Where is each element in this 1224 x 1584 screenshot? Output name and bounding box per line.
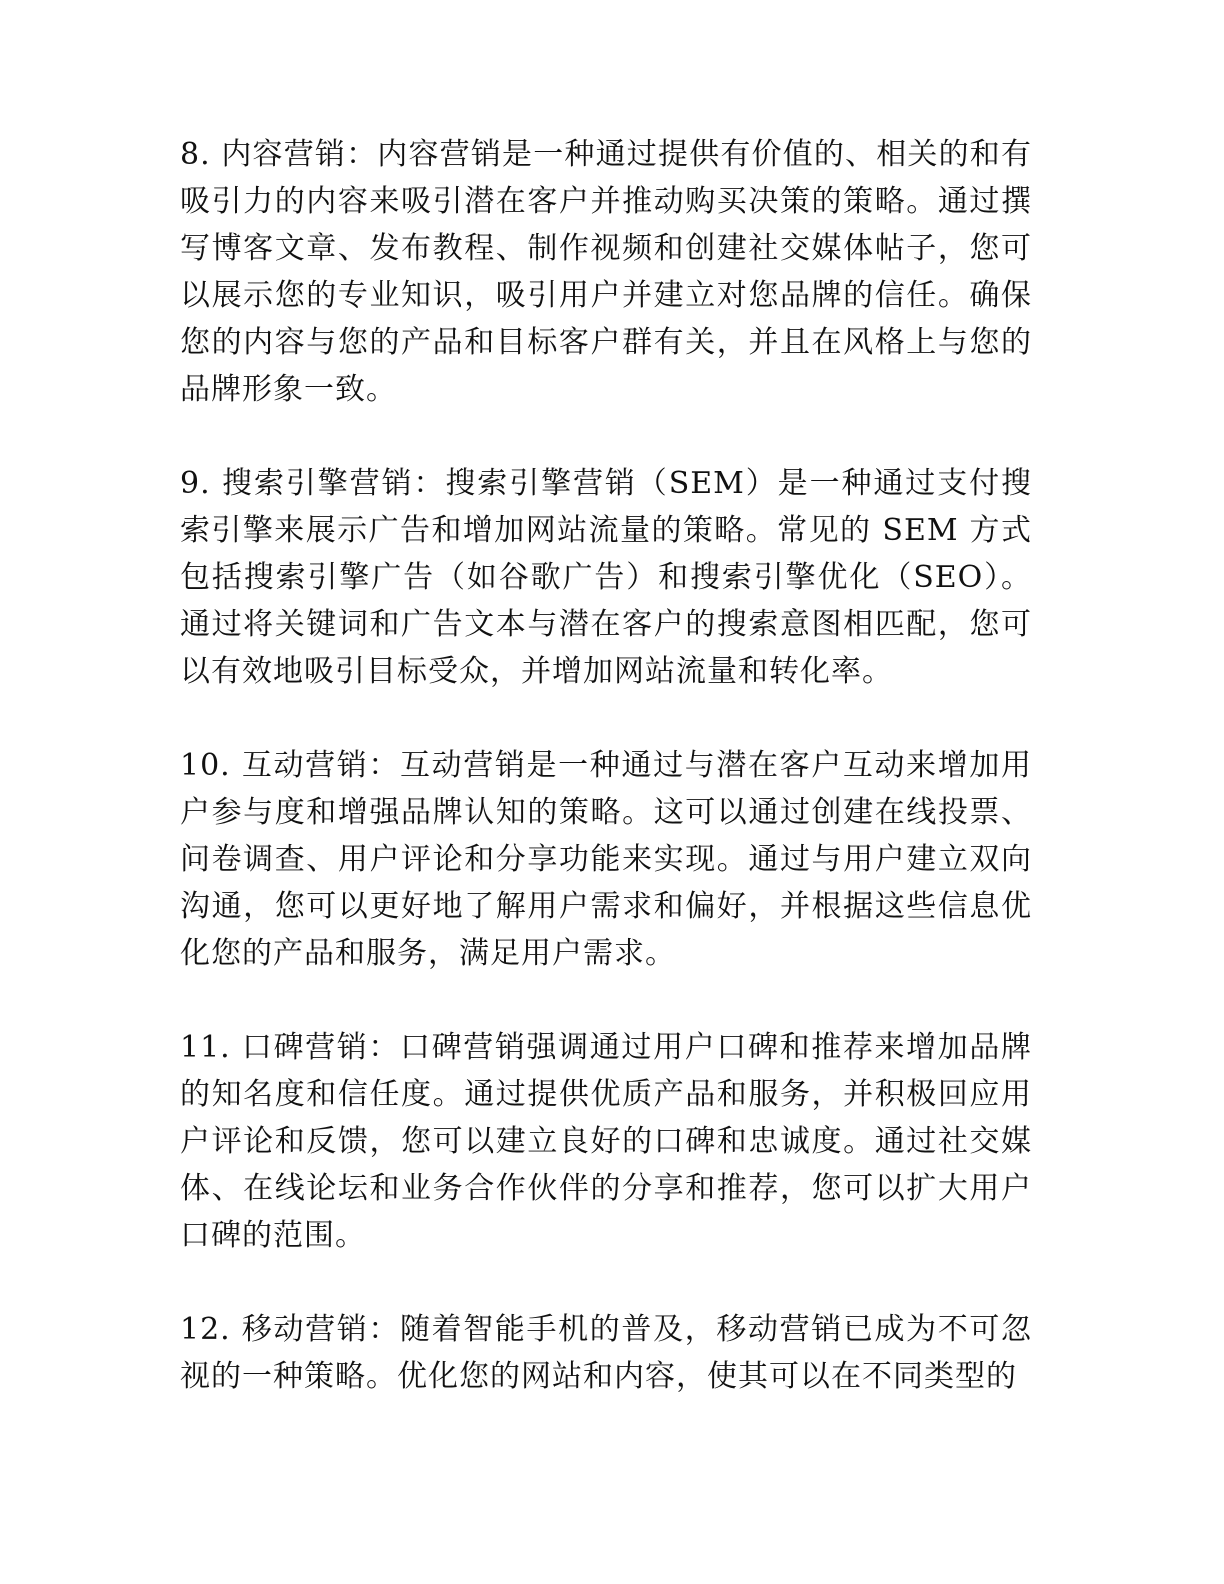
- paragraph-search-engine-marketing: 9. 搜索引擎营销：搜索引擎营销（SEM）是一种通过支付搜索引擎来展示广告和增加网站流量的策略。常见的 SEM 方式包括搜索引擎广告（如谷歌广告）和搜索引擎优化（SEO）。通过将关键词和广告文本与潜在客户的搜索意图相匹配，您可以有效地吸引目标受众，并增加网站流量和转化率。: [180, 466, 1032, 689]
- paragraph-content-marketing: 8. 内容营销：内容营销是一种通过提供有价值的、相关的和有吸引力的内容来吸引潜在客户并推动购买决策的策略。通过撰写博客文章、发布教程、制作视频和创建社交媒体帖子，您可以展示您的专业知识，吸引用户并建立对您品牌的信任。确保您的内容与您的产品和目标客户群有关，并且在风格上与您的品牌形象一致。: [180, 137, 1032, 407]
- paragraph-interactive-marketing: 10. 互动营销：互动营销是一种通过与潜在客户互动来增加用户参与度和增强品牌认知的策略。这可以通过创建在线投票、问卷调查、用户评论和分享功能来实现。通过与用户建立双向沟通，您可以更好地了解用户需求和偏好，并根据这些信息优化您的产品和服务，满足用户需求。: [180, 748, 1032, 971]
- paragraph-word-of-mouth-marketing: 11. 口碑营销：口碑营销强调通过用户口碑和推荐来增加品牌的知名度和信任度。通过提供优质产品和服务，并积极回应用户评论和反馈，您可以建立良好的口碑和忠诚度。通过社交媒体、在线论坛和业务合作伙伴的分享和推荐，您可以扩大用户口碑的范围。: [180, 1030, 1032, 1253]
- document-body: [180, 131, 1032, 1400]
- paragraph-mobile-marketing: 12. 移动营销：随着智能手机的普及，移动营销已成为不可忽视的一种策略。优化您的网站和内容，使其可以在不同类型的: [180, 1312, 1032, 1394]
